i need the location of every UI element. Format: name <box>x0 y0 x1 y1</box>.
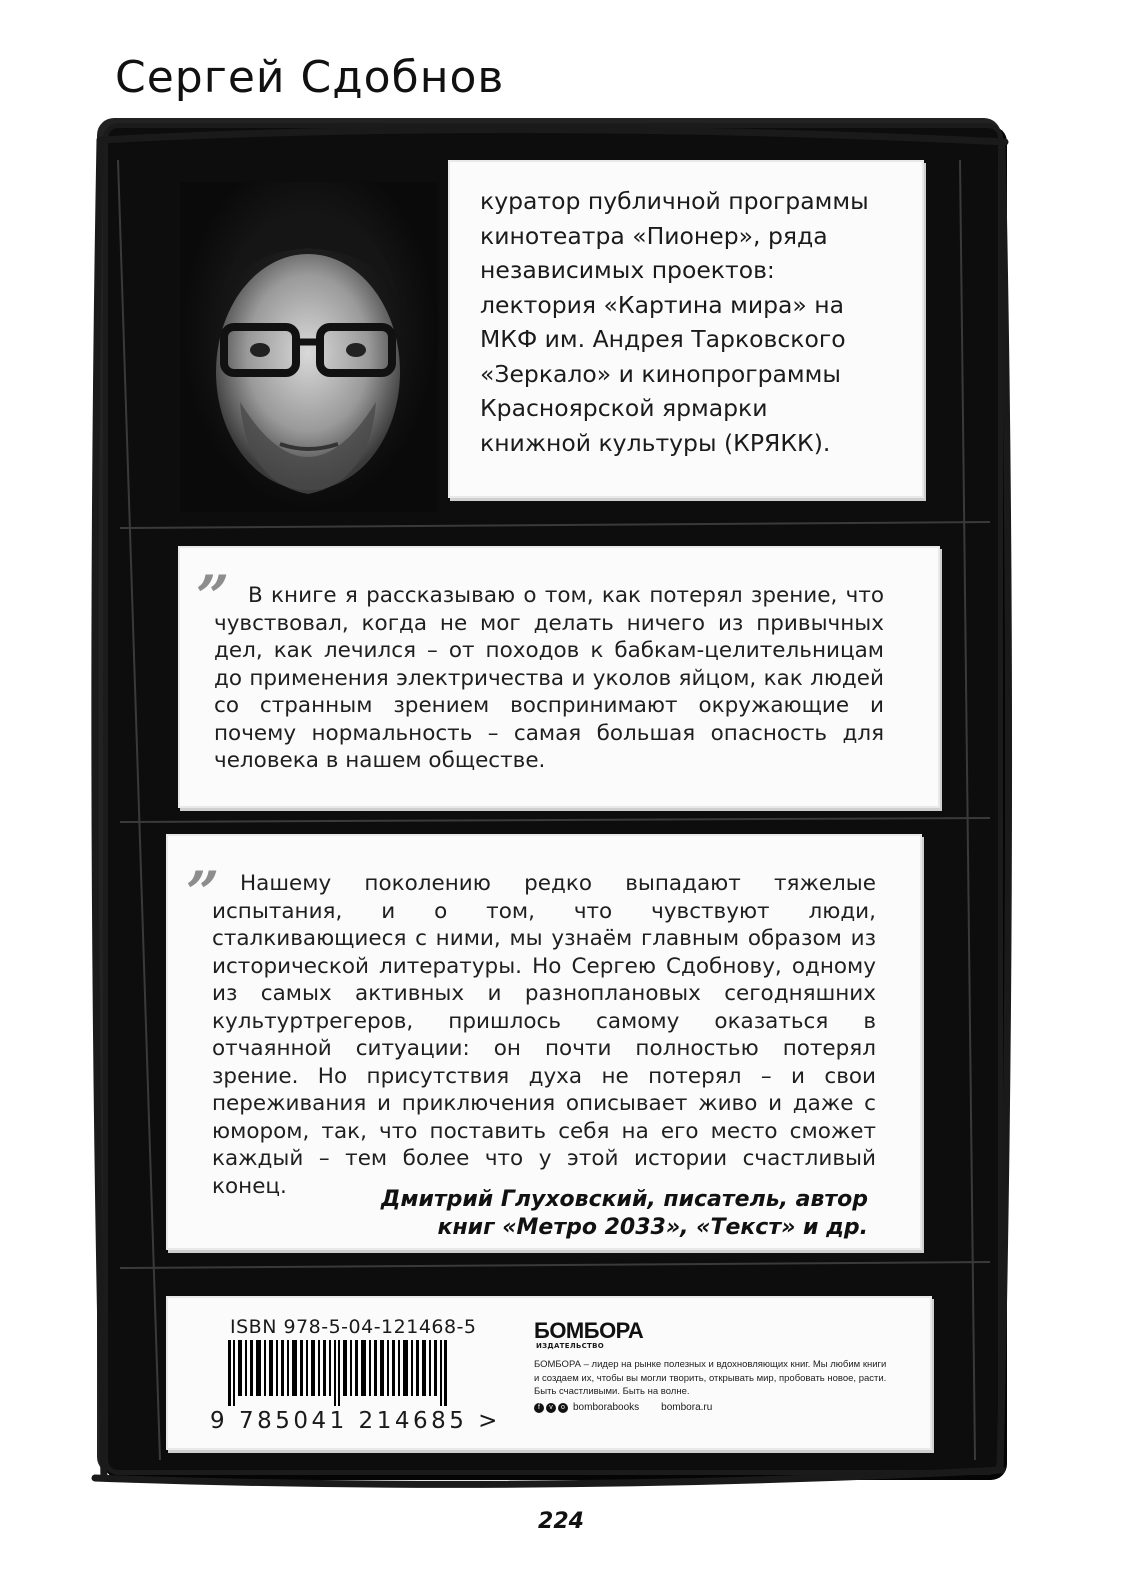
publisher-subtitle: ИЗДАТЕЛЬСТВО <box>536 1342 604 1350</box>
author-quote-box <box>180 548 938 806</box>
publisher-description: БОМБОРА – лидер на рынке полезных и вдохновляющих книг. Мы любим книги и создаем их, чтобы вы могли творить, открывать мир, пробовать новое, расти. Быть счастливыми. Быть на волне. <box>534 1359 887 1397</box>
social-handle: bomborabooks <box>573 1402 640 1413</box>
bio-line: МКФ им. Андрея Тарковского <box>480 325 846 353</box>
author-portrait <box>180 182 438 512</box>
bio-line: куратор публичной программы <box>480 187 869 215</box>
author-name: Сергей Сдобнов <box>115 52 505 103</box>
barcode-box <box>168 1298 930 1448</box>
quote-mark-icon: ” <box>196 563 230 631</box>
publisher-social <box>534 1402 712 1413</box>
bio-line: книжной культуры (КРЯКК). <box>480 428 831 457</box>
publisher-website: bombora.ru <box>661 1402 713 1413</box>
bio-line: «Зеркало» и кинопрограммы <box>480 359 841 388</box>
ok-icon: o <box>558 1403 568 1413</box>
portrait-illustration <box>180 182 438 512</box>
review-attribution <box>348 1186 868 1242</box>
attribution-line: книг «Метро 2033», «Текст» и др. <box>437 1215 868 1240</box>
bio-line: Красноярской ярмарки <box>480 394 768 422</box>
page-number: 224 <box>538 1509 584 1534</box>
bio-line: независимых проектов: <box>480 256 775 284</box>
facebook-icon: f <box>534 1403 544 1413</box>
vk-icon: v <box>546 1403 556 1413</box>
review-text: Нашему поколению редко выпадают тяжелые испытания, и о том, что чувствуют люди, сталкивающиеся с ними, мы узнаём главным образом из исторической литературы. Но Сергею Сдобнову, одному из самых активных и разноплановых сегодняшних культуртрегеров, пришлось самому оказаться в отчаянной ситуации: он почти полностью потерял зрение. Но присутствия духа не потерял – и свои переживания и приключения описывает живо и даже с юмором, так, что поставить себя на его место сможет каждый – тем более что у этой истории счастливый конец. <box>212 871 876 1199</box>
publisher-logo: БОМБОРА <box>534 1318 644 1343</box>
bio-box <box>450 162 922 496</box>
barcode-icon <box>228 1340 448 1406</box>
bio-line: кинотеатра «Пионер», ряда <box>480 221 828 250</box>
barcode-digits: 9 785041 214685 > <box>210 1408 501 1434</box>
quote-mark-icon: ” <box>186 859 220 927</box>
author-bio <box>480 184 910 460</box>
isbn-label: ISBN 978-5-04-121468-5 <box>230 1316 477 1338</box>
attribution-line: Дмитрий Глуховский, писатель, автор <box>380 1187 868 1212</box>
review-box <box>168 836 920 1248</box>
bio-line: лектория «Картина мира» на <box>480 290 845 319</box>
author-quote-text: В книге я рассказываю о том, как потерял зрение, что чувствовал, когда не мог делать ничего из привычных дел, как лечился – от походов к бабкам-целительницам до применения электричества и уколов яйцом, как людей со странным зрением воспринимают окружающие и почему нормальность – самая большая опасность для человека в нашем обществе. <box>214 583 884 773</box>
